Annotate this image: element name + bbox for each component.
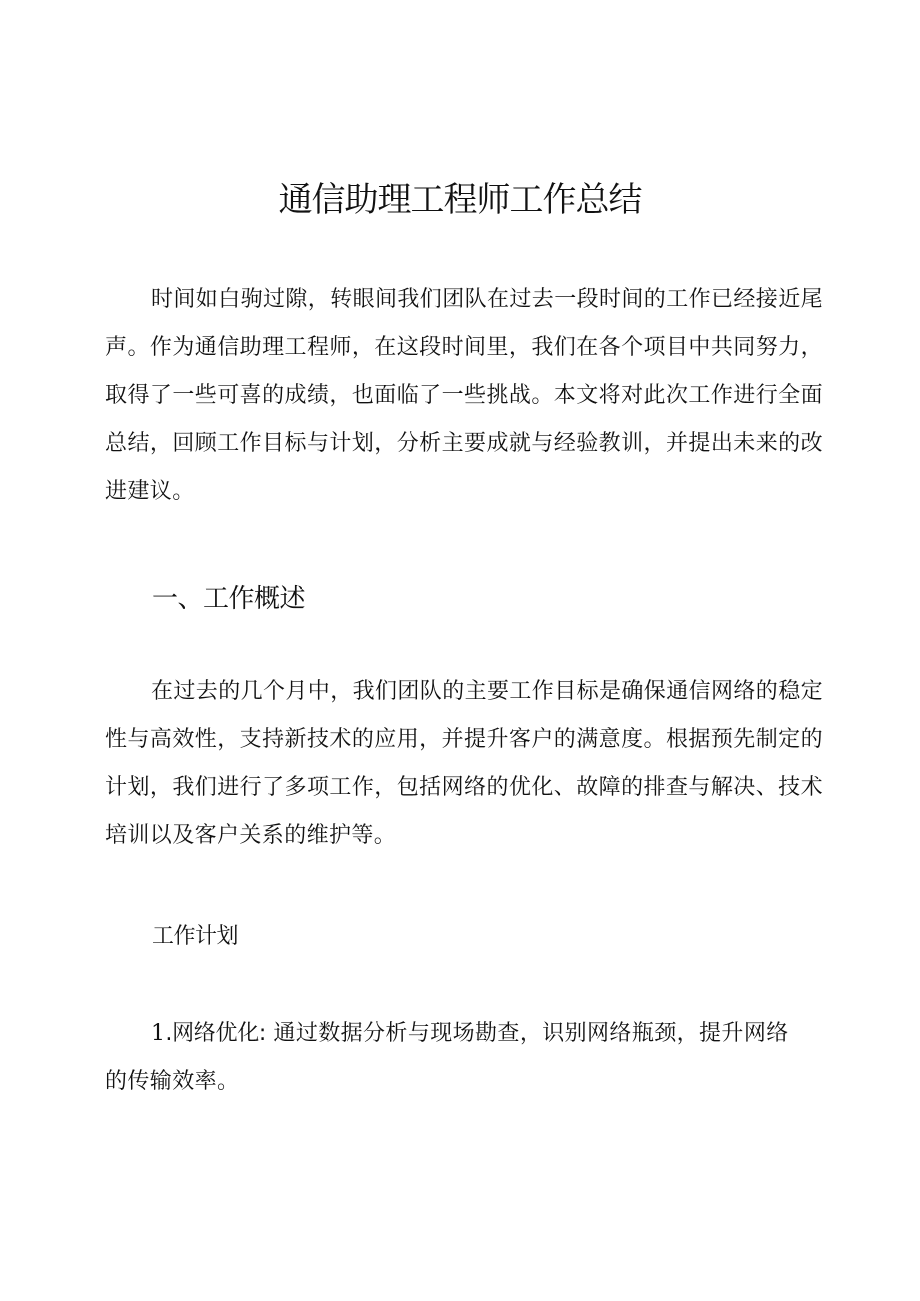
subheading-work-plan: 工作计划 [152,924,239,949]
list-item-title: .网络优化: [165,1021,267,1046]
section-heading-work-overview: 一、工作概述 [152,584,306,614]
work-overview-paragraph: 在过去的几个月中，我们团队的主要工作目标是确保通信网络的稳定性与高效性，支持新技术的应用，并提升客户的满意度。根据预先制定的计划，我们进行了多项工作，包括网络的优化、故障的排查与解决、技术培训以及客户关系的维护等。 [105,679,824,848]
document-title: 通信助理工程师工作总结 [278,180,642,220]
intro-paragraph: 时间如白驹过隙，转眼间我们团队在过去一段时间的工作已经接近尾声。作为通信助理工程师，在这段时间里，我们在各个项目中共同努力，取得了一些可喜的成绩，也面临了一些挑战。本文将对此次工作进行全面总结，回顾工作目标与计划，分析主要成就与经验教训，并提出未来的改进建议。 [105,287,824,504]
list-item-number: 1 [151,1021,166,1046]
list-item-text: 通过数据分析与现场勘查，识别网络瓶颈，提升网络的传输效率。 [105,1021,789,1094]
list-item [105,1010,795,1106]
